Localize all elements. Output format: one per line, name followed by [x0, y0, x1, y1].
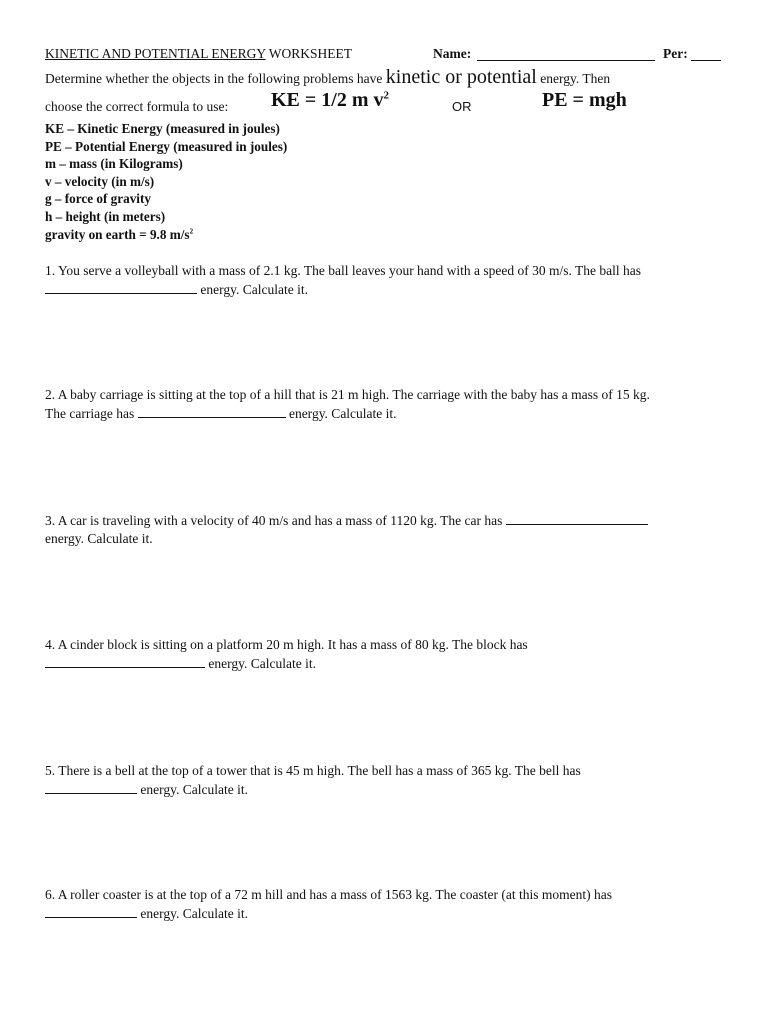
problem-4-suffix: energy. Calculate it. — [205, 656, 316, 671]
worksheet-header — [45, 46, 735, 62]
problem-1 — [45, 262, 735, 299]
ke-formula-text: KE = 1/2 m v — [271, 89, 384, 111]
instructions-text-b: energy. Then — [536, 71, 611, 86]
problem-2-answer-blank[interactable] — [138, 404, 286, 418]
problem-3-suffix: energy. Calculate it. — [45, 531, 153, 546]
definition-item: m – mass (in Kilograms) — [45, 156, 183, 172]
gravity-note — [45, 226, 445, 244]
instructions-text-a: Determine whether the objects in the following problems have — [45, 71, 386, 86]
kinetic-energy-formula — [271, 89, 389, 112]
problem-1-suffix: energy. Calculate it. — [197, 282, 308, 297]
problem-6 — [45, 886, 735, 923]
gravity-text: gravity on earth = 9.8 m/s — [45, 226, 190, 242]
definition-item: PE – Potential Energy (measured in joules) — [45, 138, 288, 154]
problem-6-text: 6. A roller coaster is at the top of a 72 m hill and has a mass of 1563 kg. The coaster (at this moment) has — [45, 887, 612, 902]
problem-3-answer-line — [45, 511, 735, 530]
problem-1-answer-blank[interactable] — [45, 280, 197, 294]
problem-5-answer-blank[interactable] — [45, 780, 137, 794]
problem-2 — [45, 386, 735, 423]
problem-6-suffix: energy. Calculate it. — [137, 906, 248, 921]
period-label: Per: — [663, 46, 688, 61]
definition-item: KE – Kinetic Energy (measured in joules) — [45, 121, 280, 136]
instructions-line-1 — [45, 66, 745, 89]
problem-4-text: 4. A cinder block is sitting on a platform 20 m high. It has a mass of 80 kg. The block has — [45, 637, 528, 652]
problem-4-answer-blank[interactable] — [45, 654, 205, 668]
worksheet-title-suffix: WORKSHEET — [268, 46, 352, 61]
formula-line — [45, 89, 745, 121]
definitions-list — [45, 120, 445, 243]
problem-2-suffix: energy. Calculate it. — [285, 406, 397, 421]
problem-3 — [45, 511, 735, 548]
problem-6-answer-blank[interactable] — [45, 904, 137, 918]
worksheet-title: KINETIC AND POTENTIAL ENERGY — [45, 46, 266, 61]
instructions-emphasis: kinetic or potential — [385, 66, 537, 88]
name-blank[interactable] — [477, 46, 655, 61]
gravity-exponent: 2 — [189, 227, 194, 236]
definition-item: h – height (in meters) — [45, 208, 166, 224]
problem-1-answer-line — [45, 280, 735, 299]
problem-5-text: 5. There is a bell at the top of a tower that is 45 m high. The bell has a mass of 365 kg. The bell has — [45, 763, 581, 778]
problem-4 — [45, 636, 735, 673]
period-blank[interactable] — [691, 46, 721, 61]
problem-5-answer-line — [45, 780, 735, 799]
problem-2-prefix: The carriage has — [45, 406, 138, 421]
or-label: OR — [452, 99, 472, 114]
ke-formula-exponent: 2 — [383, 89, 390, 102]
name-label: Name: — [433, 46, 472, 61]
problem-3-answer-blank[interactable] — [506, 511, 648, 525]
definition-item: v – velocity (in m/s) — [45, 173, 155, 189]
problem-6-answer-line — [45, 904, 735, 923]
problem-2-text: 2. A baby carriage is sitting at the top of a hill that is 21 m high. The carriage with the baby has a mass of 15 kg. — [45, 387, 650, 402]
formula-prompt: choose the correct formula to use: — [45, 99, 229, 114]
problem-1-text: 1. You serve a volleyball with a mass of 2.1 kg. The ball leaves your hand with a speed of 30 m/s. The ball has — [45, 263, 642, 278]
problem-5-suffix: energy. Calculate it. — [137, 782, 248, 797]
potential-energy-formula: PE = mgh — [542, 89, 627, 111]
problem-2-answer-line — [45, 404, 735, 423]
definition-item: g – force of gravity — [45, 191, 151, 207]
problem-5 — [45, 762, 735, 799]
problem-3-text: 3. A car is traveling with a velocity of 40 m/s and has a mass of 1120 kg. The car has — [45, 513, 506, 528]
problem-4-answer-line — [45, 654, 735, 673]
